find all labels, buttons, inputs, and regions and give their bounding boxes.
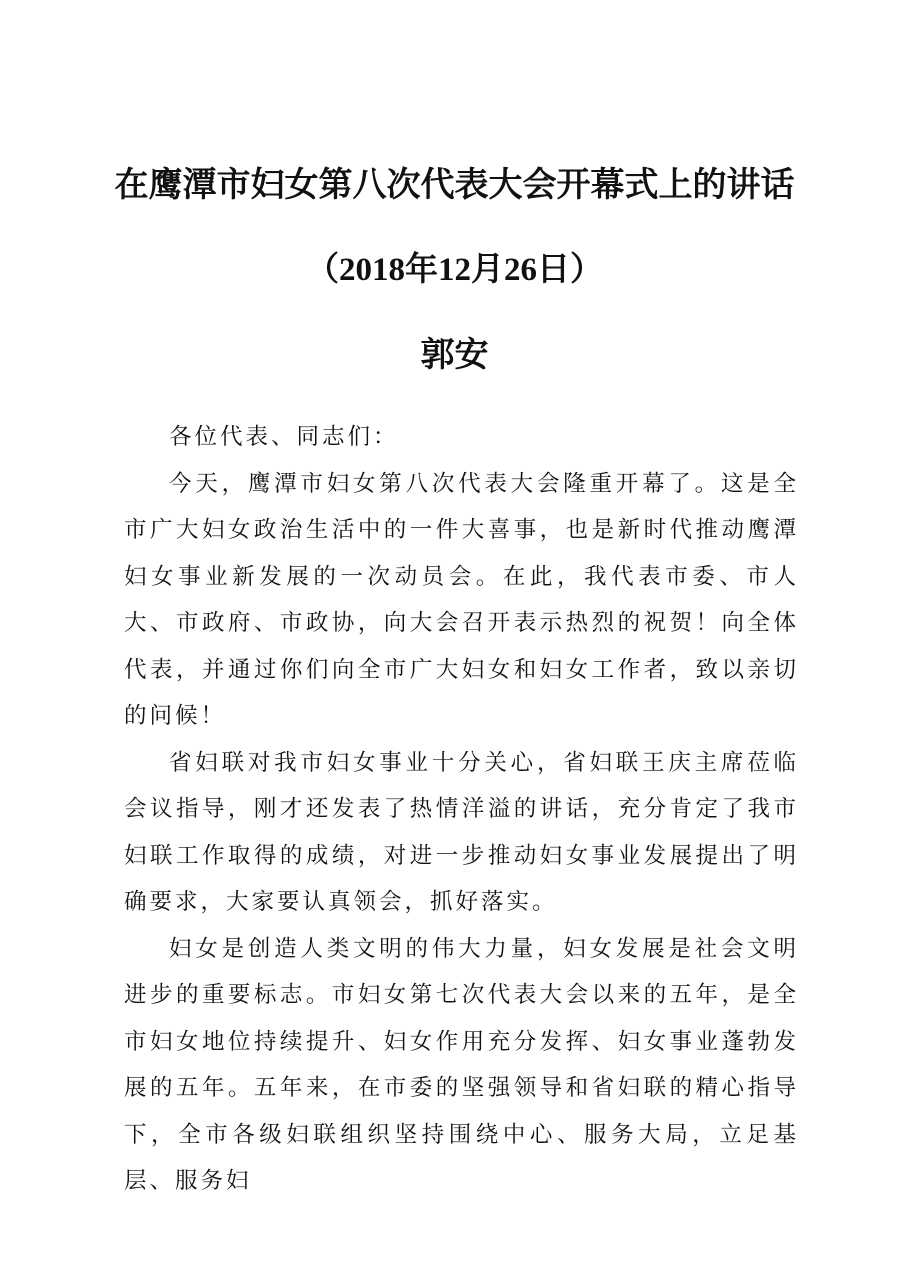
body-paragraph: 今天，鹰潭市妇女第八次代表大会隆重开幕了。这是全市广大妇女政治生活中的一件大喜事，也是新时代推动鹰潭妇女事业新发展的一次动员会。在此，我代表市委、市人大、市政府、市政协，向大会召开表示热烈的祝贺！向全体代表，并通过你们向全市广大妇女和妇女工作者，致以亲切的问候！ [124, 470, 799, 729]
document-date: （2018年12月26日） [306, 252, 603, 288]
body-paragraph: 妇女是创造人类文明的伟大力量，妇女发展是社会文明进步的重要标志。市妇女第七次代表大会以来的五年，是全市妇女地位持续提升、妇女作用充分发挥、妇女事业蓬勃发展的五年。五年来，在市委的坚强领导和省妇联的精心指导下，全市各级妇联组织坚持围绕中心、服务大局，立足基层、服务妇 [124, 935, 799, 1194]
document-author: 郭安 [420, 335, 489, 375]
document-title: 在鹰潭市妇女第八次代表大会开幕式上的讲话 [114, 165, 795, 205]
salutation-paragraph: 各位代表、同志们： [169, 424, 399, 450]
document-body [124, 414, 799, 1205]
body-paragraph: 省妇联对我市妇女事业十分关心，省妇联王庆主席莅临会议指导，刚才还发表了热情洋溢的讲话，充分肯定了我市妇联工作取得的成绩，对进一步推动妇女事业发展提出了明确要求，大家要认真领会，抓好落实。 [124, 749, 799, 915]
